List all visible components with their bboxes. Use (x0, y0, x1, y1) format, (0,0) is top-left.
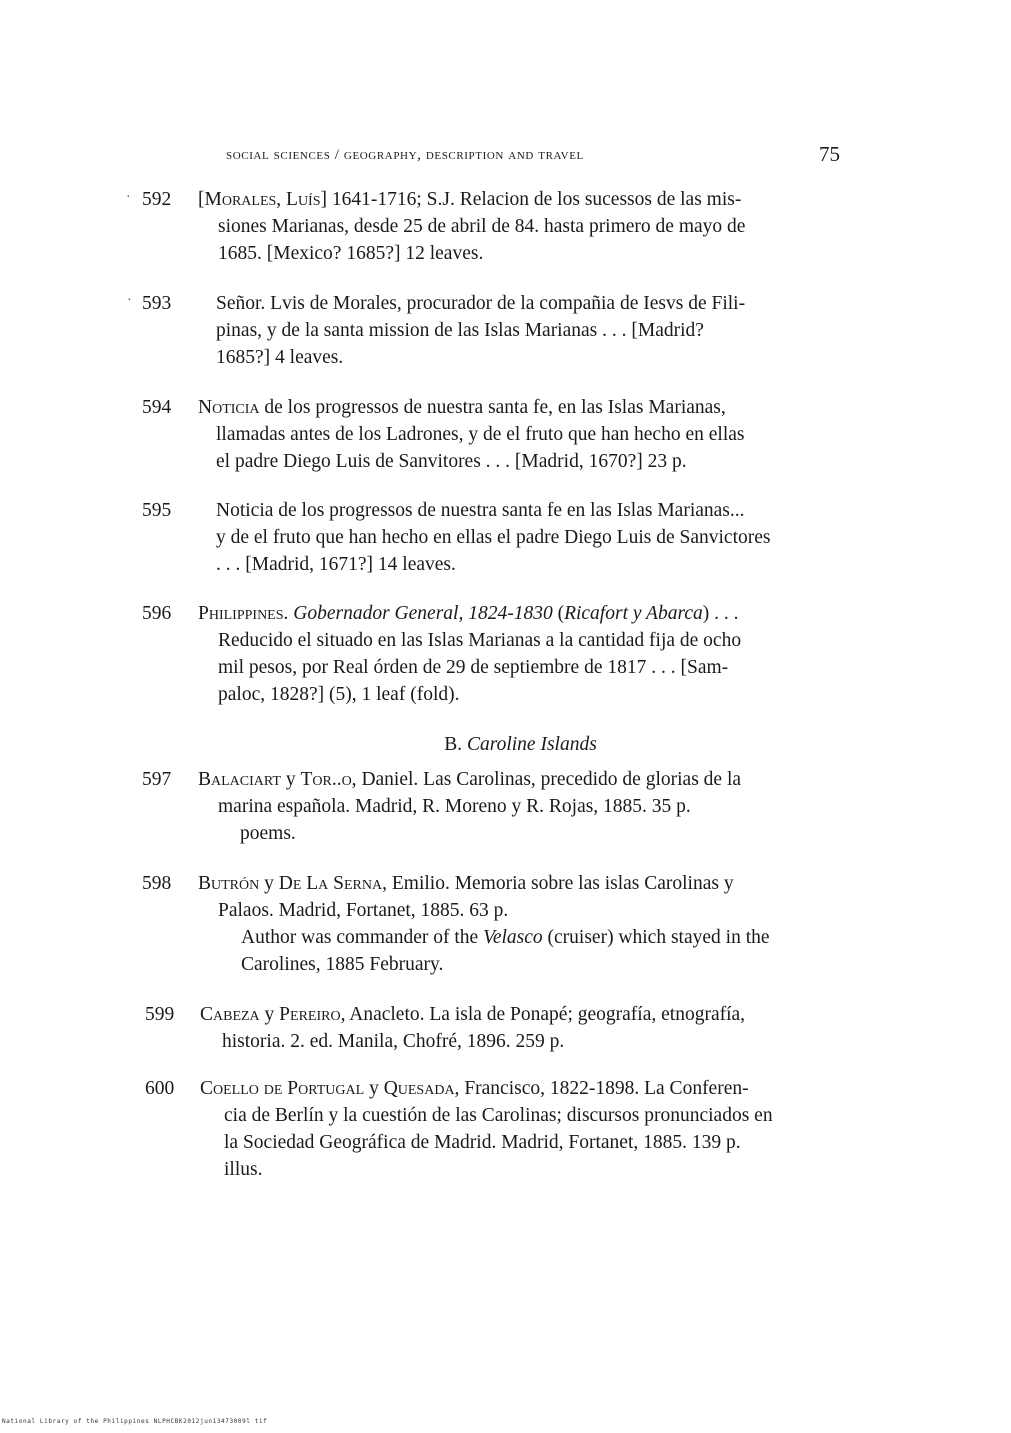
author-name: Butrón (198, 873, 260, 894)
entry-number: 598 (142, 873, 172, 894)
running-head-title: social sciences / geography, description and travel (226, 147, 584, 163)
entry-line: mil pesos, por Real órden de 29 de septiembre de 1817 . . . [Sam- (218, 657, 729, 678)
scan-footer: National Library of the Philippines NLPHCBK2012jun13473009l tif (2, 1418, 268, 1425)
entry-line: Señor. Lvis de Morales, procurador de la compañia de Iesvs de Fili- (216, 293, 746, 314)
entry-line: Balaciart y Tor..o, Daniel. Las Carolinas, precedido de glorias de la (198, 769, 742, 790)
entry-text (198, 870, 838, 978)
entry-note: Carolines, 1885 February. (241, 954, 444, 975)
entry-line: . . . [Madrid, 1671?] 14 leaves. (216, 554, 456, 575)
entry-line: Philippines. Gobernador General, 1824-1830 (Ricafort y Abarca) . . . (198, 603, 739, 624)
entry-line: historia. 2. ed. Manila, Chofré, 1896. 259 p. (222, 1031, 565, 1052)
entry-text (198, 186, 838, 267)
scan-mark: · (126, 190, 131, 205)
entry-text (198, 766, 838, 847)
entry-line: Palaos. Madrid, Fortanet, 1885. 63 p. (218, 900, 509, 921)
entry-line: Noticia de los progressos de nuestra santa fe en las Islas Marianas... (216, 500, 745, 521)
entry-note: Author was commander of the Velasco (cruiser) which stayed in the (241, 927, 770, 948)
author-name: Coello de Portugal (200, 1078, 365, 1099)
entry-note: poems. (240, 823, 296, 844)
entry-number: 596 (142, 603, 172, 624)
entry-line: siones Marianas, desde 25 de abril de 84. hasta primero de mayo de (218, 216, 746, 237)
entry-text (198, 394, 838, 475)
entry-line: llamadas antes de los Ladrones, y de el fruto que han hecho en ellas (216, 424, 745, 445)
entry-line: [Morales, Luís] 1641-1716; S.J. Relacion de los sucessos de las mis- (198, 189, 742, 210)
title-word: Noticia (198, 397, 260, 418)
entry-number: 592 (142, 189, 172, 210)
entry-line: el padre Diego Luis de Sanvitores . . . [Madrid, 1670?] 23 p. (216, 451, 687, 472)
entry-number: 599 (145, 1004, 175, 1025)
entry-line: 1685. [Mexico? 1685?] 12 leaves. (218, 243, 484, 264)
running-header (226, 142, 840, 172)
entry-line: Butrón y De La Serna, Emilio. Memoria sobre las islas Carolinas y (198, 873, 734, 894)
ship-name: Velasco (483, 927, 543, 948)
entry-text (216, 290, 840, 371)
entry-line: pinas, y de la santa mission de las Islas Marianas . . . [Madrid? (216, 320, 704, 341)
scan-mark: · (127, 293, 132, 308)
entry-line: Coello de Portugal y Quesada, Francisco, 1822-1898. La Conferen- (200, 1078, 749, 1099)
entry-line: 1685?] 4 leaves. (216, 347, 344, 368)
entry-number: 593 (142, 293, 172, 314)
author-name: Cabeza (200, 1004, 260, 1025)
entry-text (200, 1075, 840, 1183)
section-letter: B. (444, 734, 463, 755)
entry-line: Cabeza y Pereiro, Anacleto. La isla de Ponapé; geografía, etnografía, (200, 1004, 746, 1025)
entry-text (200, 1001, 840, 1055)
entry-text (198, 600, 838, 708)
author-name: Philippines. (198, 603, 289, 624)
entry-line: Noticia de los progressos de nuestra santa fe, en las Islas Marianas, (198, 397, 726, 418)
author-name: [Morales, Luís] (198, 189, 327, 210)
entry-line: marina española. Madrid, R. Moreno y R. Rojas, 1885. 35 p. (218, 796, 691, 817)
entry-number: 595 (142, 500, 172, 521)
section-title: Caroline Islands (466, 734, 597, 755)
entry-line: illus. (224, 1159, 263, 1180)
entry-line: cia de Berlín y la cuestión de las Carolinas; discursos pronunciados en (224, 1105, 773, 1126)
entry-line: la Sociedad Geográfica de Madrid. Madrid, Fortanet, 1885. 139 p. (224, 1132, 741, 1153)
entry-text (216, 497, 840, 578)
entry-number: 594 (142, 397, 172, 418)
entry-line: y de el fruto que han hecho en ellas el padre Diego Luis de Sanvictores (216, 527, 771, 548)
author-name: Balaciart (198, 769, 281, 790)
entry-line: paloc, 1828?] (5), 1 leaf (fold). (218, 684, 460, 705)
entry-number: 600 (145, 1078, 175, 1099)
page-number: 75 (819, 142, 840, 166)
section-heading (0, 731, 1011, 758)
entry-number: 597 (142, 769, 172, 790)
entry-line: Reducido el situado en las Islas Marianas a la cantidad fija de ocho (218, 630, 742, 651)
